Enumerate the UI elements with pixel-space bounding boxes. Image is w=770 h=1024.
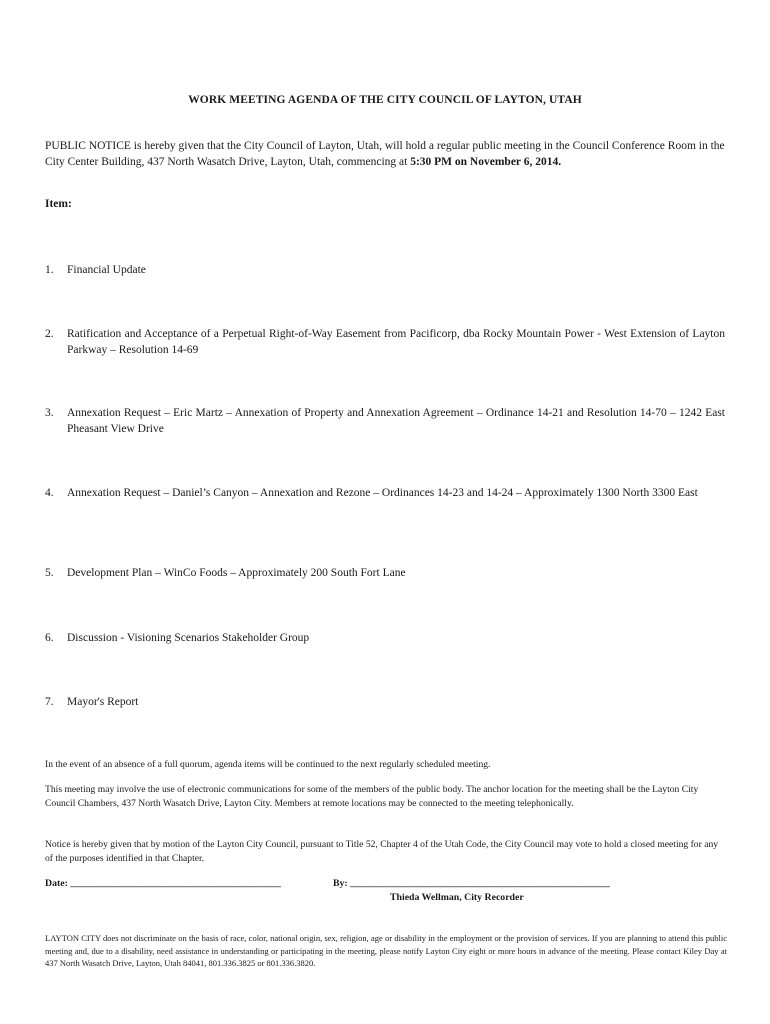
- agenda-item: [45, 565, 725, 581]
- closed-meeting-note: Notice is hereby given that by motion of the Layton City Council, pursuant to Title 52, Chapter 4 of the Utah Code, the City Council may vote to hold a closed meeting for any of the purposes identified in that Chapter.: [45, 839, 719, 864]
- agenda-item: [45, 694, 725, 710]
- agenda-item-text: Development Plan – WinCo Foods – Approximately 200 South Fort Lane: [67, 567, 406, 579]
- nondiscrimination-footer: LAYTON CITY does not discriminate on the basis of race, color, national origin, sex, religion, age or disability in the employment or the provision of services. If you are planning to attend this public meeting and, due to a disability, need assistance in understanding or participating in the meeting, please notify Layton City eight or more hours in advance of the meeting. Please contact Kiley Day at 437 North Wasatch Drive, Layton, Utah 84041, 801.336.3825 or 801.336.3820.: [45, 933, 727, 968]
- item-heading: Item:: [45, 198, 72, 210]
- agenda-item-number: 7.: [45, 696, 54, 708]
- agenda-item-number: 5.: [45, 567, 54, 579]
- agenda-item-text: Discussion - Visioning Scenarios Stakeholder Group: [67, 632, 310, 644]
- public-notice: [45, 138, 727, 170]
- meeting-datetime: 5:30 PM on November 6, 2014.: [410, 156, 562, 168]
- agenda-item-text: Annexation Request – Daniel’s Canyon – Annexation and Rezone – Ordinances 14-23 and 14-24 – Approximately 1300 North 3300 East: [67, 487, 698, 499]
- agenda-item: [45, 405, 725, 437]
- agenda-item-text: Mayor's Report: [67, 696, 139, 708]
- agenda-item: [45, 326, 725, 358]
- agenda-item-number: 6.: [45, 632, 54, 644]
- date-line: Date: ___________________________________________: [45, 878, 281, 889]
- agenda-item: [45, 630, 725, 646]
- agenda-item: [45, 262, 725, 278]
- agenda-item-number: 4.: [45, 487, 54, 499]
- agenda-item-text: Ratification and Acceptance of a Perpetual Right-of-Way Easement from Pacificorp, dba Rocky Mountain Power - West Extension of Layton Parkway – Resolution 14-69: [67, 328, 725, 356]
- agenda-item-text: Financial Update: [67, 264, 146, 276]
- agenda-item-number: 2.: [45, 328, 54, 340]
- by-line: By: _____________________________________________________: [333, 878, 610, 889]
- agenda-item: [45, 485, 725, 501]
- agenda-item-number: 1.: [45, 264, 54, 276]
- quorum-note: In the event of an absence of a full quorum, agenda items will be continued to the next regularly scheduled meeting.: [45, 759, 491, 770]
- electronic-communications-note: This meeting may involve the use of electronic communications for some of the members of the public body. The anchor location for the meeting shall be the Layton City Council Chambers, 437 North Wasatch Drive, Layton City. Members at remote locations may be connected to the meeting telephonically.: [45, 784, 699, 809]
- city-recorder-name: Thieda Wellman, City Recorder: [390, 892, 524, 903]
- public-notice-text: PUBLIC NOTICE is hereby given that the City Council of Layton, Utah, will hold a regular public meeting in the Council Conference Room in the City Center Building, 437 North Wasatch Drive, Layton, Utah, commencing at: [45, 140, 725, 168]
- agenda-item-number: 3.: [45, 407, 54, 419]
- page-title: WORK MEETING AGENDA OF THE CITY COUNCIL OF LAYTON, UTAH: [188, 94, 582, 106]
- agenda-item-text: Annexation Request – Eric Martz – Annexation of Property and Annexation Agreement – Ordinance 14-21 and Resolution 14-70 – 1242 East Pheasant View Drive: [67, 407, 725, 435]
